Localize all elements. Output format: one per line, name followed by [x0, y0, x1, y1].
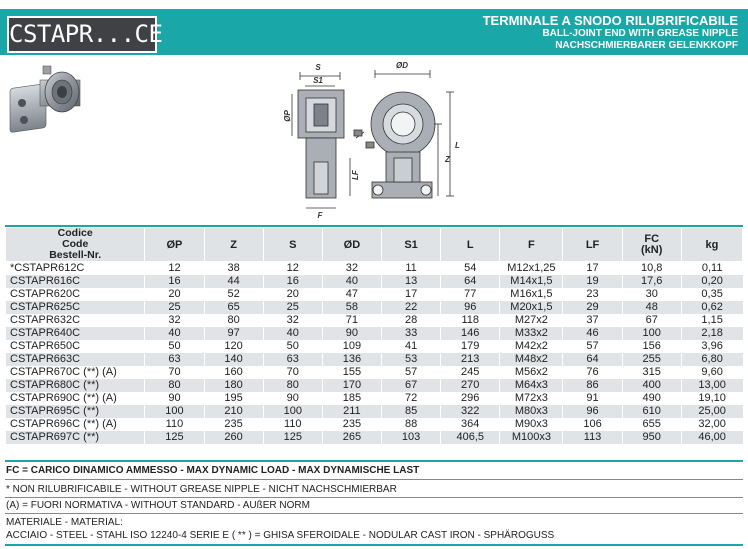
- table-row: [6, 392, 743, 405]
- table-row: [6, 301, 743, 314]
- cell-value: 63: [263, 353, 322, 366]
- label-l: L: [455, 141, 460, 150]
- table-row: [6, 327, 743, 340]
- cell-value: 0,20: [681, 275, 742, 288]
- title-english: BALL-JOINT END WITH GREASE NIPPLE: [542, 28, 738, 39]
- cell-value: 46: [563, 327, 622, 340]
- cell-value: 109: [322, 340, 381, 353]
- product-code: CSTAPR...CE: [7, 16, 157, 53]
- cell-value: 13,00: [681, 379, 742, 392]
- cell-code: CSTAPR616C: [6, 275, 145, 288]
- cell-value: 100: [622, 327, 681, 340]
- table-bottom-rule: [5, 460, 743, 462]
- cell-value: M42x2: [500, 340, 563, 353]
- cell-value: 3,96: [681, 340, 742, 353]
- cell-value: 255: [622, 353, 681, 366]
- table-row: [6, 366, 743, 379]
- cell-value: 0,11: [681, 262, 742, 276]
- cell-code: CSTAPR696C (**) (A): [6, 418, 145, 431]
- cell-value: 235: [204, 418, 263, 431]
- table-row: [6, 405, 743, 418]
- cell-value: 70: [145, 366, 204, 379]
- label-s: S: [315, 63, 321, 72]
- cell-code: CSTAPR640C: [6, 327, 145, 340]
- cell-value: 265: [322, 431, 381, 444]
- cell-value: 32: [263, 314, 322, 327]
- page-bottom-rule: [5, 544, 743, 546]
- cell-value: 17: [563, 262, 622, 276]
- cell-value: 610: [622, 405, 681, 418]
- cell-value: 32,00: [681, 418, 742, 431]
- cell-value: 160: [204, 366, 263, 379]
- cell-code: *CSTAPR612C: [6, 262, 145, 276]
- cell-value: 57: [563, 340, 622, 353]
- cell-value: 16: [263, 275, 322, 288]
- table-row: [6, 340, 743, 353]
- header-code-de: Bestell-Nr.: [49, 249, 102, 261]
- cell-value: 25: [145, 301, 204, 314]
- cell-code: CSTAPR620C: [6, 288, 145, 301]
- cell-value: 90: [263, 392, 322, 405]
- cell-value: 12: [145, 262, 204, 276]
- cell-value: 170: [322, 379, 381, 392]
- cell-value: 67: [382, 379, 441, 392]
- cell-value: 44: [204, 275, 263, 288]
- cell-value: 270: [441, 379, 500, 392]
- cell-value: M56x2: [500, 366, 563, 379]
- cell-code: CSTAPR670C (**) (A): [6, 366, 145, 379]
- label-lf: LF: [351, 170, 360, 180]
- cell-value: 58: [322, 301, 381, 314]
- header-lf: LF: [563, 228, 622, 262]
- title-italian: TERMINALE A SNODO RILUBRIFICABILE: [482, 13, 738, 28]
- cell-value: 185: [322, 392, 381, 405]
- cell-value: 146: [441, 327, 500, 340]
- title-german: NACHSCHMIERBARER GELENKKOPF: [555, 40, 738, 51]
- cell-value: M90x3: [500, 418, 563, 431]
- cell-value: 100: [145, 405, 204, 418]
- cell-value: 91: [563, 392, 622, 405]
- cell-value: 64: [563, 353, 622, 366]
- table-header-row: [6, 228, 743, 262]
- technical-drawings: [0, 58, 748, 226]
- cell-value: 16: [145, 275, 204, 288]
- rod-end-render: [10, 66, 80, 133]
- cell-value: 179: [441, 340, 500, 353]
- cell-value: 32: [145, 314, 204, 327]
- cell-value: 1,15: [681, 314, 742, 327]
- header-kg: kg: [681, 228, 742, 262]
- cell-value: 54: [441, 262, 500, 276]
- table-row: [6, 262, 743, 276]
- header-s1: S1: [382, 228, 441, 262]
- label-z: Z: [445, 155, 450, 164]
- cell-code: CSTAPR663C: [6, 353, 145, 366]
- header-code: [6, 228, 145, 262]
- cell-value: 40: [263, 327, 322, 340]
- cell-value: 65: [204, 301, 263, 314]
- header-fc-unit: (kN): [641, 243, 663, 256]
- cell-value: 210: [204, 405, 263, 418]
- cell-value: 6,80: [681, 353, 742, 366]
- table-row: [6, 418, 743, 431]
- cell-code: CSTAPR632C: [6, 314, 145, 327]
- cell-value: 52: [204, 288, 263, 301]
- cell-value: M48x2: [500, 353, 563, 366]
- cell-value: 118: [441, 314, 500, 327]
- cell-value: M64x3: [500, 379, 563, 392]
- cell-value: M27x2: [500, 314, 563, 327]
- label-d: ØD: [396, 61, 408, 70]
- label-f: F: [317, 211, 323, 220]
- cell-value: 57: [382, 366, 441, 379]
- table-row: [6, 353, 743, 366]
- cell-value: 9,60: [681, 366, 742, 379]
- header-d: ØD: [322, 228, 381, 262]
- cell-value: M14x1,5: [500, 275, 563, 288]
- cell-value: 29: [563, 301, 622, 314]
- header-p: ØP: [145, 228, 204, 262]
- header-l: L: [441, 228, 500, 262]
- cell-value: 97: [204, 327, 263, 340]
- cell-value: 12: [263, 262, 322, 276]
- cell-value: 180: [204, 379, 263, 392]
- cell-value: 17,6: [622, 275, 681, 288]
- cell-value: M33x2: [500, 327, 563, 340]
- table-row: [6, 379, 743, 392]
- cell-value: 38: [204, 262, 263, 276]
- cell-value: 120: [204, 340, 263, 353]
- cell-value: 10,8: [622, 262, 681, 276]
- cell-value: 213: [441, 353, 500, 366]
- cell-value: 90: [322, 327, 381, 340]
- cell-value: 406,5: [441, 431, 500, 444]
- cell-value: 0,62: [681, 301, 742, 314]
- cell-value: 80: [204, 314, 263, 327]
- note-star: * NON RILUBRIFICABILE - WITHOUT GREASE NIPPLE - NICHT NACHSCHMIERBAR: [6, 484, 397, 495]
- table-row: [6, 314, 743, 327]
- cell-value: 50: [263, 340, 322, 353]
- cell-value: 211: [322, 405, 381, 418]
- cell-value: M80x3: [500, 405, 563, 418]
- cell-code: CSTAPR650C: [6, 340, 145, 353]
- notes-divider-3: [5, 513, 743, 514]
- cell-code: CSTAPR695C (**): [6, 405, 145, 418]
- cell-value: M12x1,25: [500, 262, 563, 276]
- cell-value: 245: [441, 366, 500, 379]
- table-row: [6, 288, 743, 301]
- cell-value: 33: [382, 327, 441, 340]
- spec-table: [5, 227, 743, 444]
- cell-value: M16x1,5: [500, 288, 563, 301]
- cell-value: M72x3: [500, 392, 563, 405]
- table-row: [6, 431, 743, 444]
- header-fc-label: FC: [644, 232, 660, 245]
- cell-value: 25,00: [681, 405, 742, 418]
- cell-value: 46,00: [681, 431, 742, 444]
- note-a: (A) = FUORI NORMATIVA - WITHOUT STANDARD - AUßER NORM: [6, 500, 310, 511]
- cell-value: 90: [145, 392, 204, 405]
- cell-value: 80: [145, 379, 204, 392]
- cell-value: 103: [382, 431, 441, 444]
- cell-value: M100x3: [500, 431, 563, 444]
- cell-value: 125: [263, 431, 322, 444]
- cell-value: 140: [204, 353, 263, 366]
- note-material-title: MATERIALE - MATERIAL:: [6, 517, 123, 528]
- cell-value: 136: [322, 353, 381, 366]
- cell-code: CSTAPR697C (**): [6, 431, 145, 444]
- cell-value: 19,10: [681, 392, 742, 405]
- cell-value: 76: [563, 366, 622, 379]
- cell-value: 72: [382, 392, 441, 405]
- cell-code: CSTAPR680C (**): [6, 379, 145, 392]
- notes-divider-1: [5, 479, 743, 480]
- table-row: [6, 275, 743, 288]
- cell-value: 48: [622, 301, 681, 314]
- cell-value: 32: [322, 262, 381, 276]
- header-fc: [622, 228, 681, 262]
- cell-value: 96: [441, 301, 500, 314]
- cell-value: 156: [622, 340, 681, 353]
- note-material: ACCIAIO - STEEL - STAHL ISO 12240-4 SERIE E ( ** ) = GHISA SFEROIDALE - NODULAR CAST IRON - SPHÄROGUSS: [6, 530, 555, 541]
- cell-value: 19: [563, 275, 622, 288]
- cell-value: 490: [622, 392, 681, 405]
- cell-value: 80: [263, 379, 322, 392]
- cell-value: 20: [263, 288, 322, 301]
- cell-value: 47: [322, 288, 381, 301]
- front-view-drawing: [366, 70, 454, 198]
- cell-value: 125: [145, 431, 204, 444]
- cell-value: 71: [322, 314, 381, 327]
- cell-value: 655: [622, 418, 681, 431]
- cell-value: 950: [622, 431, 681, 444]
- cell-value: 113: [563, 431, 622, 444]
- cell-value: 110: [145, 418, 204, 431]
- header-z: Z: [204, 228, 263, 262]
- label-s1: S1: [313, 76, 323, 85]
- cell-value: 67: [622, 314, 681, 327]
- cell-value: 77: [441, 288, 500, 301]
- cell-value: 23: [563, 288, 622, 301]
- cell-value: 53: [382, 353, 441, 366]
- product-title: [483, 13, 738, 52]
- header-s: S: [263, 228, 322, 262]
- cell-value: 25: [263, 301, 322, 314]
- cell-value: 0,35: [681, 288, 742, 301]
- cell-value: 20: [145, 288, 204, 301]
- cell-value: 296: [441, 392, 500, 405]
- cell-value: 40: [145, 327, 204, 340]
- cell-value: 100: [263, 405, 322, 418]
- note-fc: FC = CARICO DINAMICO AMMESSO - MAX DYNAMIC LOAD - MAX DYNAMISCHE LAST: [6, 465, 420, 476]
- header-f: F: [500, 228, 563, 262]
- cell-value: 364: [441, 418, 500, 431]
- cell-code: CSTAPR625C: [6, 301, 145, 314]
- cell-value: 195: [204, 392, 263, 405]
- cell-value: 28: [382, 314, 441, 327]
- cell-value: 106: [563, 418, 622, 431]
- cell-value: 50: [145, 340, 204, 353]
- cell-value: M20x1,5: [500, 301, 563, 314]
- cell-value: 155: [322, 366, 381, 379]
- cell-value: 85: [382, 405, 441, 418]
- cell-value: 88: [382, 418, 441, 431]
- header-code-en: Code: [62, 238, 89, 250]
- cell-value: 315: [622, 366, 681, 379]
- side-view-drawing: [292, 72, 364, 208]
- cell-code: CSTAPR690C (**) (A): [6, 392, 145, 405]
- cell-value: 64: [441, 275, 500, 288]
- cell-value: 260: [204, 431, 263, 444]
- cell-value: 70: [263, 366, 322, 379]
- cell-value: 30: [622, 288, 681, 301]
- cell-value: 235: [322, 418, 381, 431]
- cell-value: 17: [382, 288, 441, 301]
- header-code-it: Codice: [57, 227, 93, 239]
- cell-value: 400: [622, 379, 681, 392]
- cell-value: 63: [145, 353, 204, 366]
- cell-value: 86: [563, 379, 622, 392]
- cell-value: 40: [322, 275, 381, 288]
- notes-divider-2: [5, 497, 743, 498]
- cell-value: 2,18: [681, 327, 742, 340]
- cell-value: 110: [263, 418, 322, 431]
- cell-value: 11: [382, 262, 441, 276]
- label-p: ØP: [283, 110, 292, 122]
- cell-value: 322: [441, 405, 500, 418]
- cell-value: 41: [382, 340, 441, 353]
- cell-value: 13: [382, 275, 441, 288]
- cell-value: 22: [382, 301, 441, 314]
- cell-value: 96: [563, 405, 622, 418]
- cell-value: 37: [563, 314, 622, 327]
